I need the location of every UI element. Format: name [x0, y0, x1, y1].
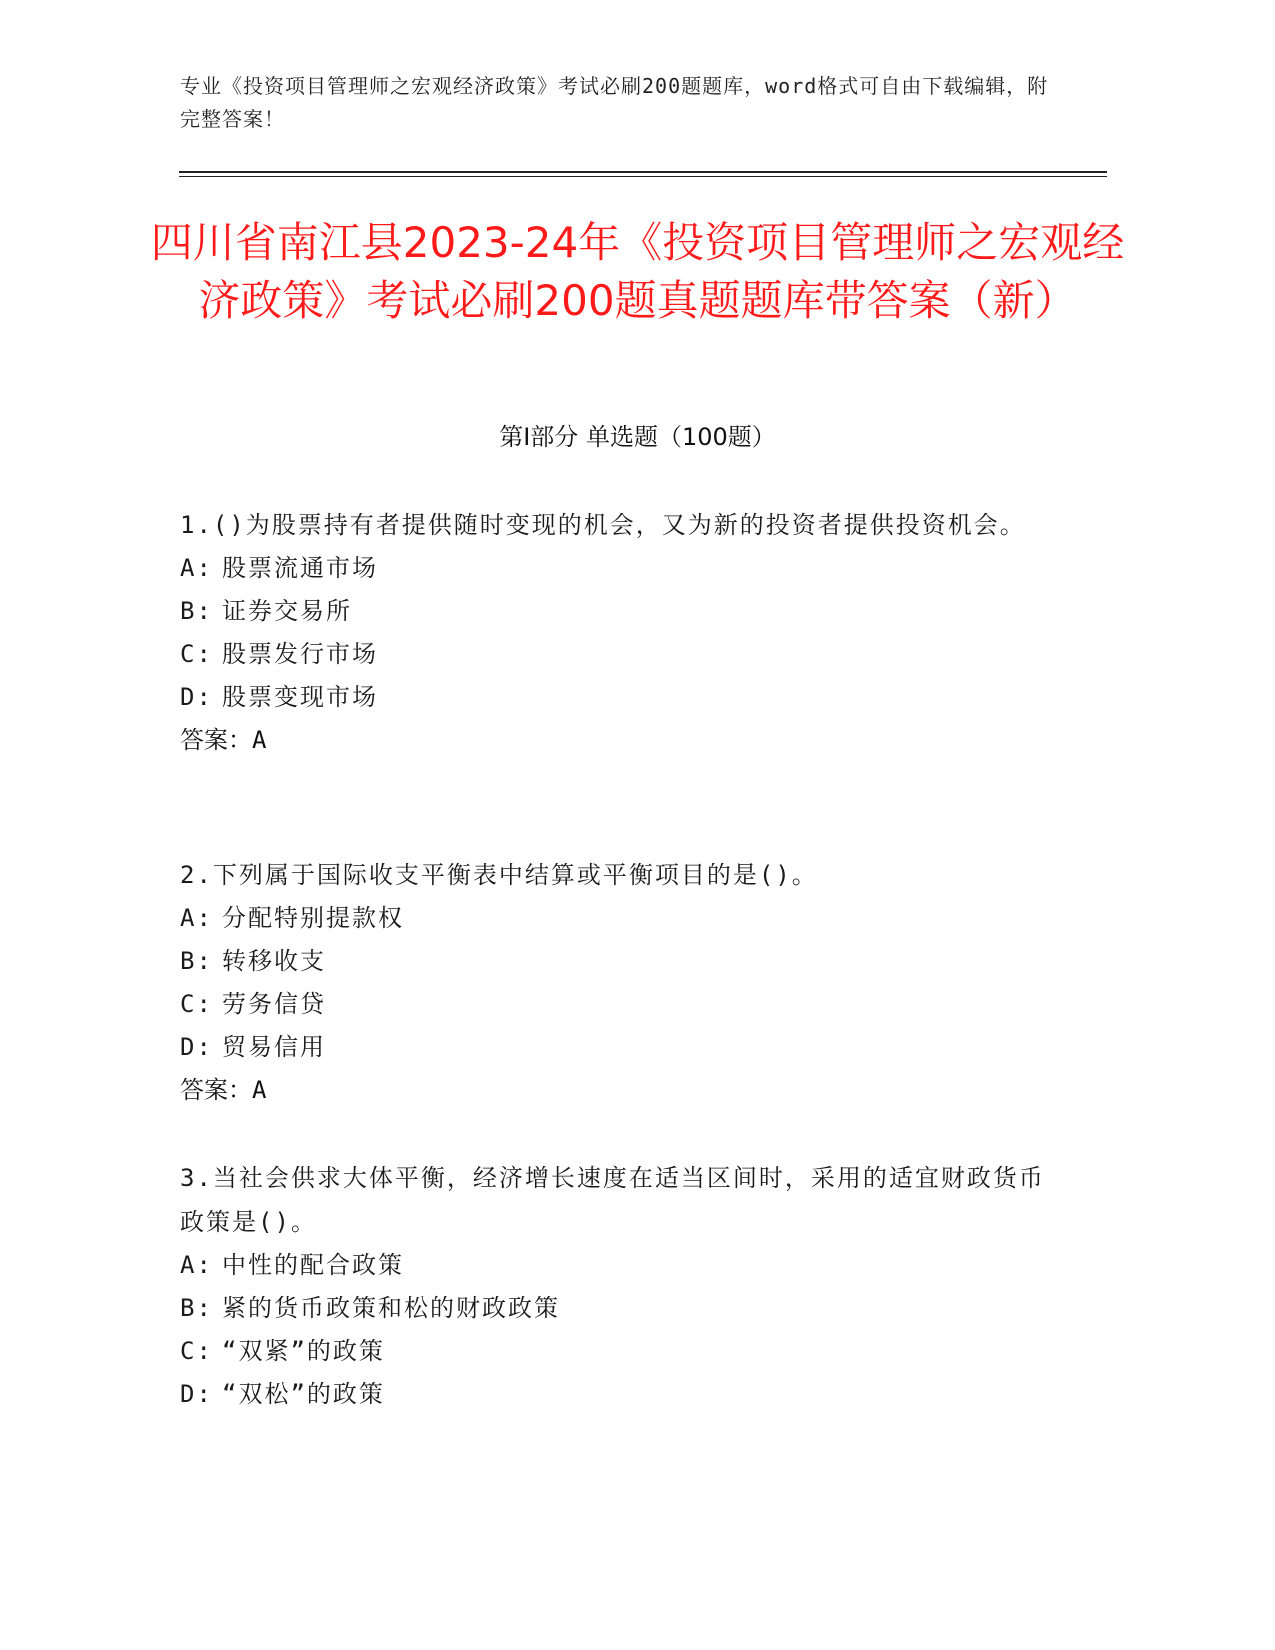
- option-key: C:: [180, 1337, 213, 1365]
- question-stem: 3.当社会供求大体平衡，经济增长速度在适当区间时，采用的适宜财政货币政策是()。: [180, 1164, 1045, 1236]
- option-key: B:: [180, 597, 213, 625]
- option-key: A:: [180, 904, 213, 932]
- option-text: 转移收支: [222, 947, 326, 975]
- answer-line: [180, 1069, 1060, 1112]
- option-key: A:: [180, 554, 213, 582]
- option-key: D:: [180, 1033, 213, 1061]
- option-text: 劳务信贷: [222, 990, 326, 1018]
- answer-value: A: [252, 726, 267, 754]
- section-heading: 第I部分 单选题（100题）: [499, 423, 776, 451]
- option-text: 股票流通市场: [222, 554, 378, 582]
- option-text: 中性的配合政策: [222, 1251, 404, 1279]
- option-b: [180, 1287, 1060, 1330]
- option-c: [180, 1330, 1060, 1373]
- header-rule-thin: [179, 176, 1107, 177]
- answer-label: 答案：: [180, 726, 252, 754]
- option-b: [180, 940, 1060, 983]
- option-c: [180, 633, 1060, 676]
- option-key: B:: [180, 947, 213, 975]
- option-d: [180, 1026, 1060, 1069]
- option-text: 分配特别提款权: [222, 904, 404, 932]
- option-a: [180, 897, 1060, 940]
- option-text: 股票变现市场: [222, 683, 378, 711]
- option-a: [180, 1244, 1060, 1287]
- option-a: [180, 547, 1060, 590]
- option-key: B:: [180, 1294, 213, 1322]
- option-key: C:: [180, 990, 213, 1018]
- option-text: 股票发行市场: [222, 640, 378, 668]
- option-c: [180, 983, 1060, 1026]
- question-2: [180, 853, 1060, 1112]
- header-rule-thick: [179, 171, 1107, 173]
- answer-line: [180, 719, 1060, 762]
- option-key: D:: [180, 683, 213, 711]
- question-3: [180, 1156, 1060, 1416]
- header-note: 专业《投资项目管理师之宏观经济政策》考试必刷200题题库，word格式可自由下载编辑，附完整答案！: [180, 74, 1049, 131]
- answer-label: 答案：: [180, 1076, 252, 1104]
- option-text: “双松”的政策: [222, 1380, 385, 1408]
- option-key: C:: [180, 640, 213, 668]
- question-1: [180, 503, 1060, 762]
- option-text: “双紧”的政策: [222, 1337, 385, 1365]
- option-b: [180, 590, 1060, 633]
- option-text: 贸易信用: [222, 1033, 326, 1061]
- option-text: 紧的货币政策和松的财政政策: [222, 1294, 560, 1322]
- question-stem: 1.()为股票持有者提供随时变现的机会，又为新的投资者提供投资机会。: [180, 511, 1026, 539]
- question-stem: 2.下列属于国际收支平衡表中结算或平衡项目的是()。: [180, 861, 818, 889]
- option-text: 证券交易所: [222, 597, 352, 625]
- option-key: D:: [180, 1380, 213, 1408]
- option-key: A:: [180, 1251, 213, 1279]
- answer-value: A: [252, 1076, 267, 1104]
- option-d: [180, 676, 1060, 719]
- document-title: 四川省南江县2023-24年《投资项目管理师之宏观经济政策》考试必刷200题真题题库带答案（新）: [150, 218, 1125, 325]
- option-d: [180, 1373, 1060, 1416]
